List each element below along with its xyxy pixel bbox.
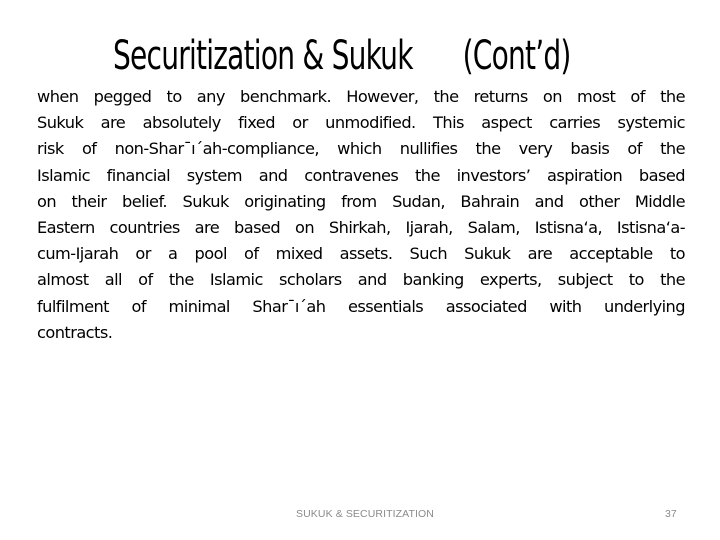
body-line: Islamic financial system and contravenes the investors’ aspiration based <box>37 165 685 185</box>
body-line: fulfilment of minimal Shar¯ı´ah essentials associated with underlying <box>37 296 685 316</box>
body-paragraph <box>37 84 685 346</box>
body-line: almost all of the Islamic scholars and banking experts, subject to the <box>37 270 685 290</box>
body-line: Eastern countries are based on Shirkah, Ijarah, Salam, Istisna‘a, Istisna‘a- <box>37 217 685 237</box>
body-line: risk of non-Shar¯ı´ah-compliance, which nullifies the very basis of the <box>37 139 685 159</box>
body-line: contracts. <box>37 322 113 342</box>
slide-title-main: Securitization & Sukuk <box>113 33 413 79</box>
body-line: cum-Ijarah or a pool of mixed assets. Such Sukuk are acceptable to <box>37 244 685 264</box>
footer-label: SUKUK & SECURITIZATION <box>296 508 434 520</box>
slide-title-suffix: (Cont’d) <box>462 33 571 79</box>
body-line: when pegged to any benchmark. However, the returns on most of the <box>37 87 685 106</box>
page-number: 37 <box>665 508 677 520</box>
slide-title <box>113 28 571 80</box>
body-line: on their belief. Sukuk originating from Sudan, Bahrain and other Middle <box>37 191 685 211</box>
body-line: Sukuk are absolutely fixed or unmodified. This aspect carries systemic <box>37 113 685 133</box>
